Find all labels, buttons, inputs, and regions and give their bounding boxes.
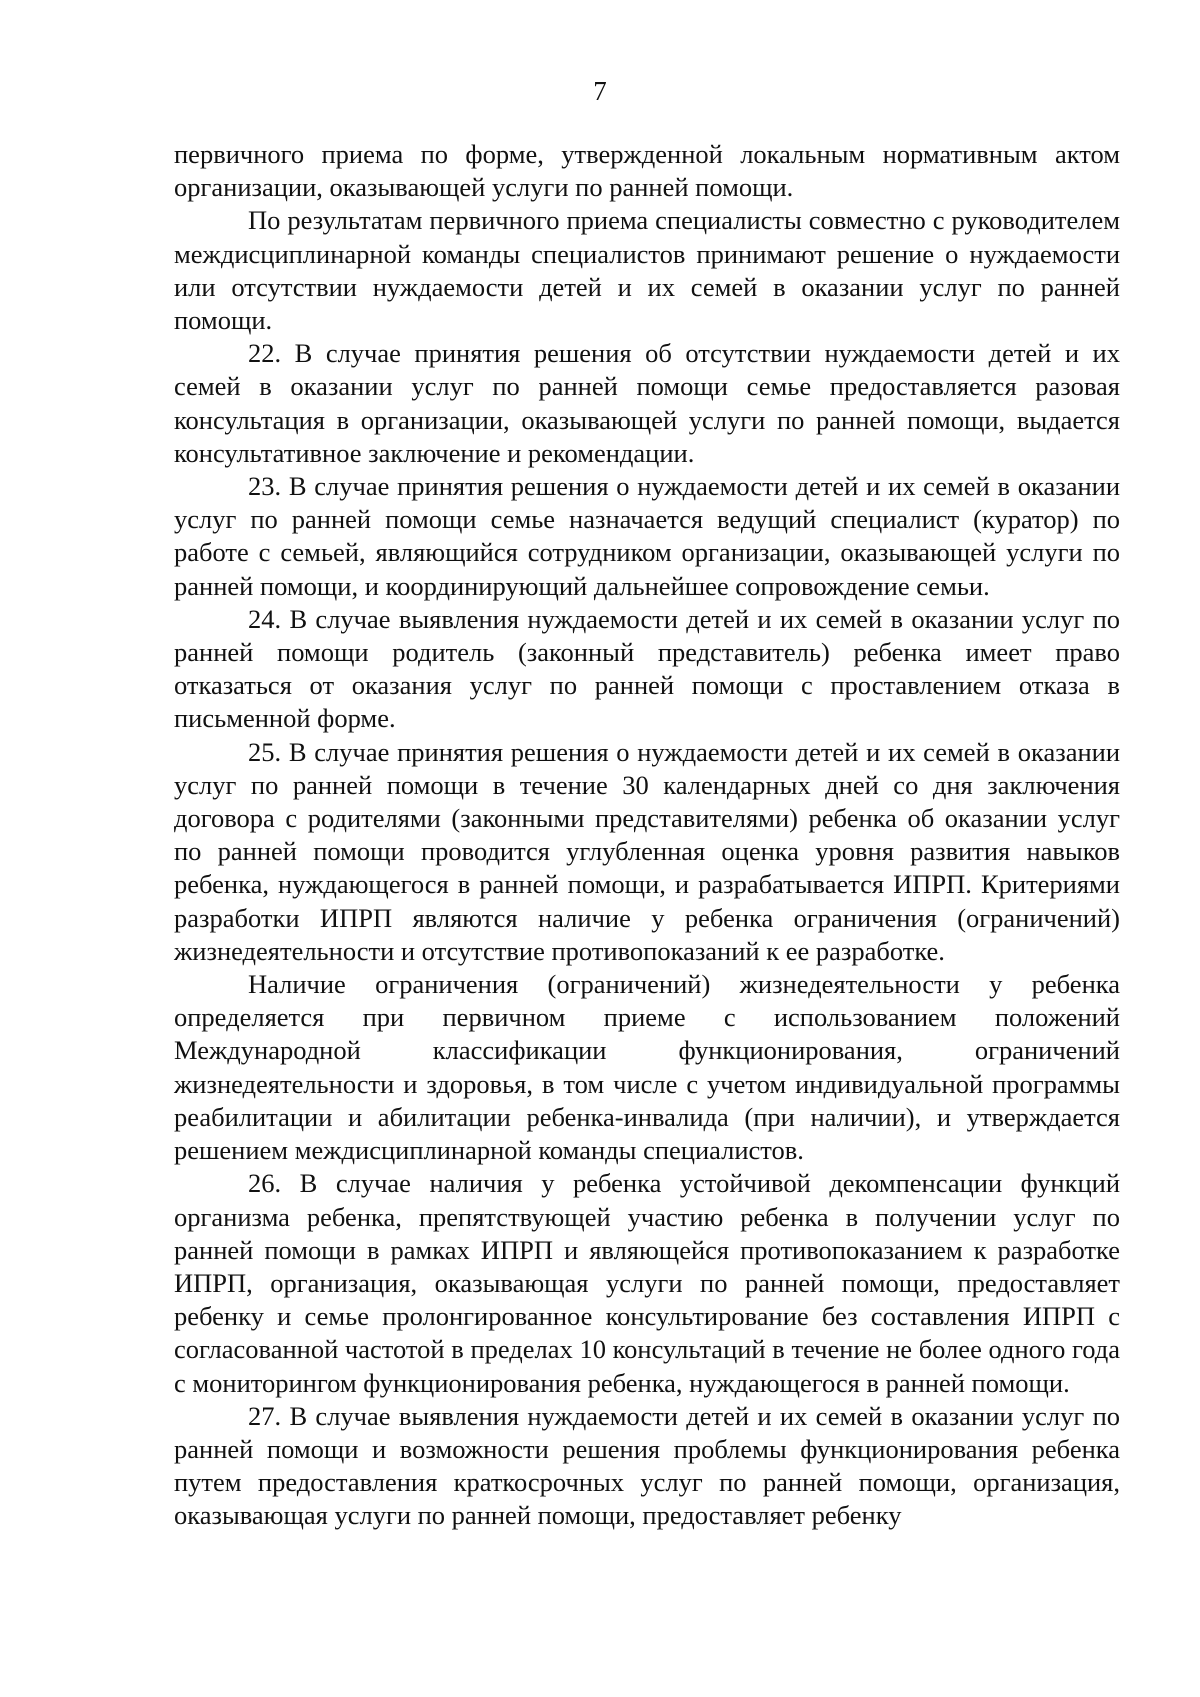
paragraph-23: 23. В случае принятия решения о нуждаемости детей и их семей в оказании услуг по ранней помощи семье назначается ведущий специалист (куратор) по работе с семьей, являющийся сотрудником организации, оказывающей услуги по ранней помощи, и координирующий дальнейшее сопровождение семьи. <box>174 471 1120 601</box>
paragraph-27: 27. В случае выявления нуждаемости детей и их семей в оказании услуг по ранней помощи и возможности решения проблемы функционирования ребенка путем предоставления краткосрочных услуг по ранней помощи, организация, оказывающая услуги по ранней помощи, предоставляет ребенку <box>174 1400 1120 1531</box>
paragraph-22: 22. В случае принятия решения об отсутствии нуждаемости детей и их семей в оказании услуг по ранней помощи семье предоставляется разовая консультация в организации, оказывающей услуги по ранней помощи, выдается консультативное заключение и рекомендации. <box>174 338 1120 468</box>
document-body <box>174 138 1120 1533</box>
paragraph-26: 26. В случае наличия у ребенка устойчивой декомпенсации функций организма ребенка, препятствующей участию ребенка в получении услуг по ранней помощи в рамках ИПРП и являющейся противопоказанием к разработке ИПРП, организация, оказывающая услуги по ранней помощи, предоставляет ребенку и семье пролонгированное консультирование без составления ИПРП с согласованной частотой в пределах 10 консультаций в течение не более одного года с мониторингом функционирования ребенка, нуждающегося в ранней помощи. <box>174 1168 1120 1398</box>
paragraph-primary-results: По результатам первичного приема специалисты совместно с руководителем междисциплинарной команды специалистов принимают решение о нуждаемости или отсутствии нуждаемости детей и их семей в оказании услуг по ранней помощи. <box>174 205 1120 336</box>
page-number: 7 <box>593 76 607 106</box>
paragraph-25: 25. В случае принятия решения о нуждаемости детей и их семей в оказании услуг по ранней помощи в течение 30 календарных дней со дня заключения договора с родителями (законными представителями) ребенка об оказании услуг по ранней помощи проводится углубленная оценка уровня развития навыков ребенка, нуждающегося в ранней помощи, и разрабатывается ИПРП. Критериями разработки ИПРП являются наличие у ребенка ограничения (ограничений) жизнедеятельности и отсутствие противопоказаний к ее разработке. <box>174 736 1120 966</box>
paragraph-limitations: Наличие ограничения (ограничений) жизнедеятельности у ребенка определяется при первичном приеме с использованием положений Международной классификации функционирования, ограничений жизнедеятельности и здоровья, в том числе с учетом индивидуальной программы реабилитации и абилитации ребенка-инвалида (при наличии), и утверждается решением междисциплинарной команды специалистов. <box>174 969 1120 1166</box>
paragraph-continuation: первичного приема по форме, утвержденной локальным нормативным актом организации, оказывающей услуги по ранней помощи. <box>174 139 1120 203</box>
paragraph-24: 24. В случае выявления нуждаемости детей и их семей в оказании услуг по ранней помощи родитель (законный представитель) ребенка имеет право отказаться от оказания услуг по ранней помощи с проставлением отказа в письменной форме. <box>174 603 1120 734</box>
